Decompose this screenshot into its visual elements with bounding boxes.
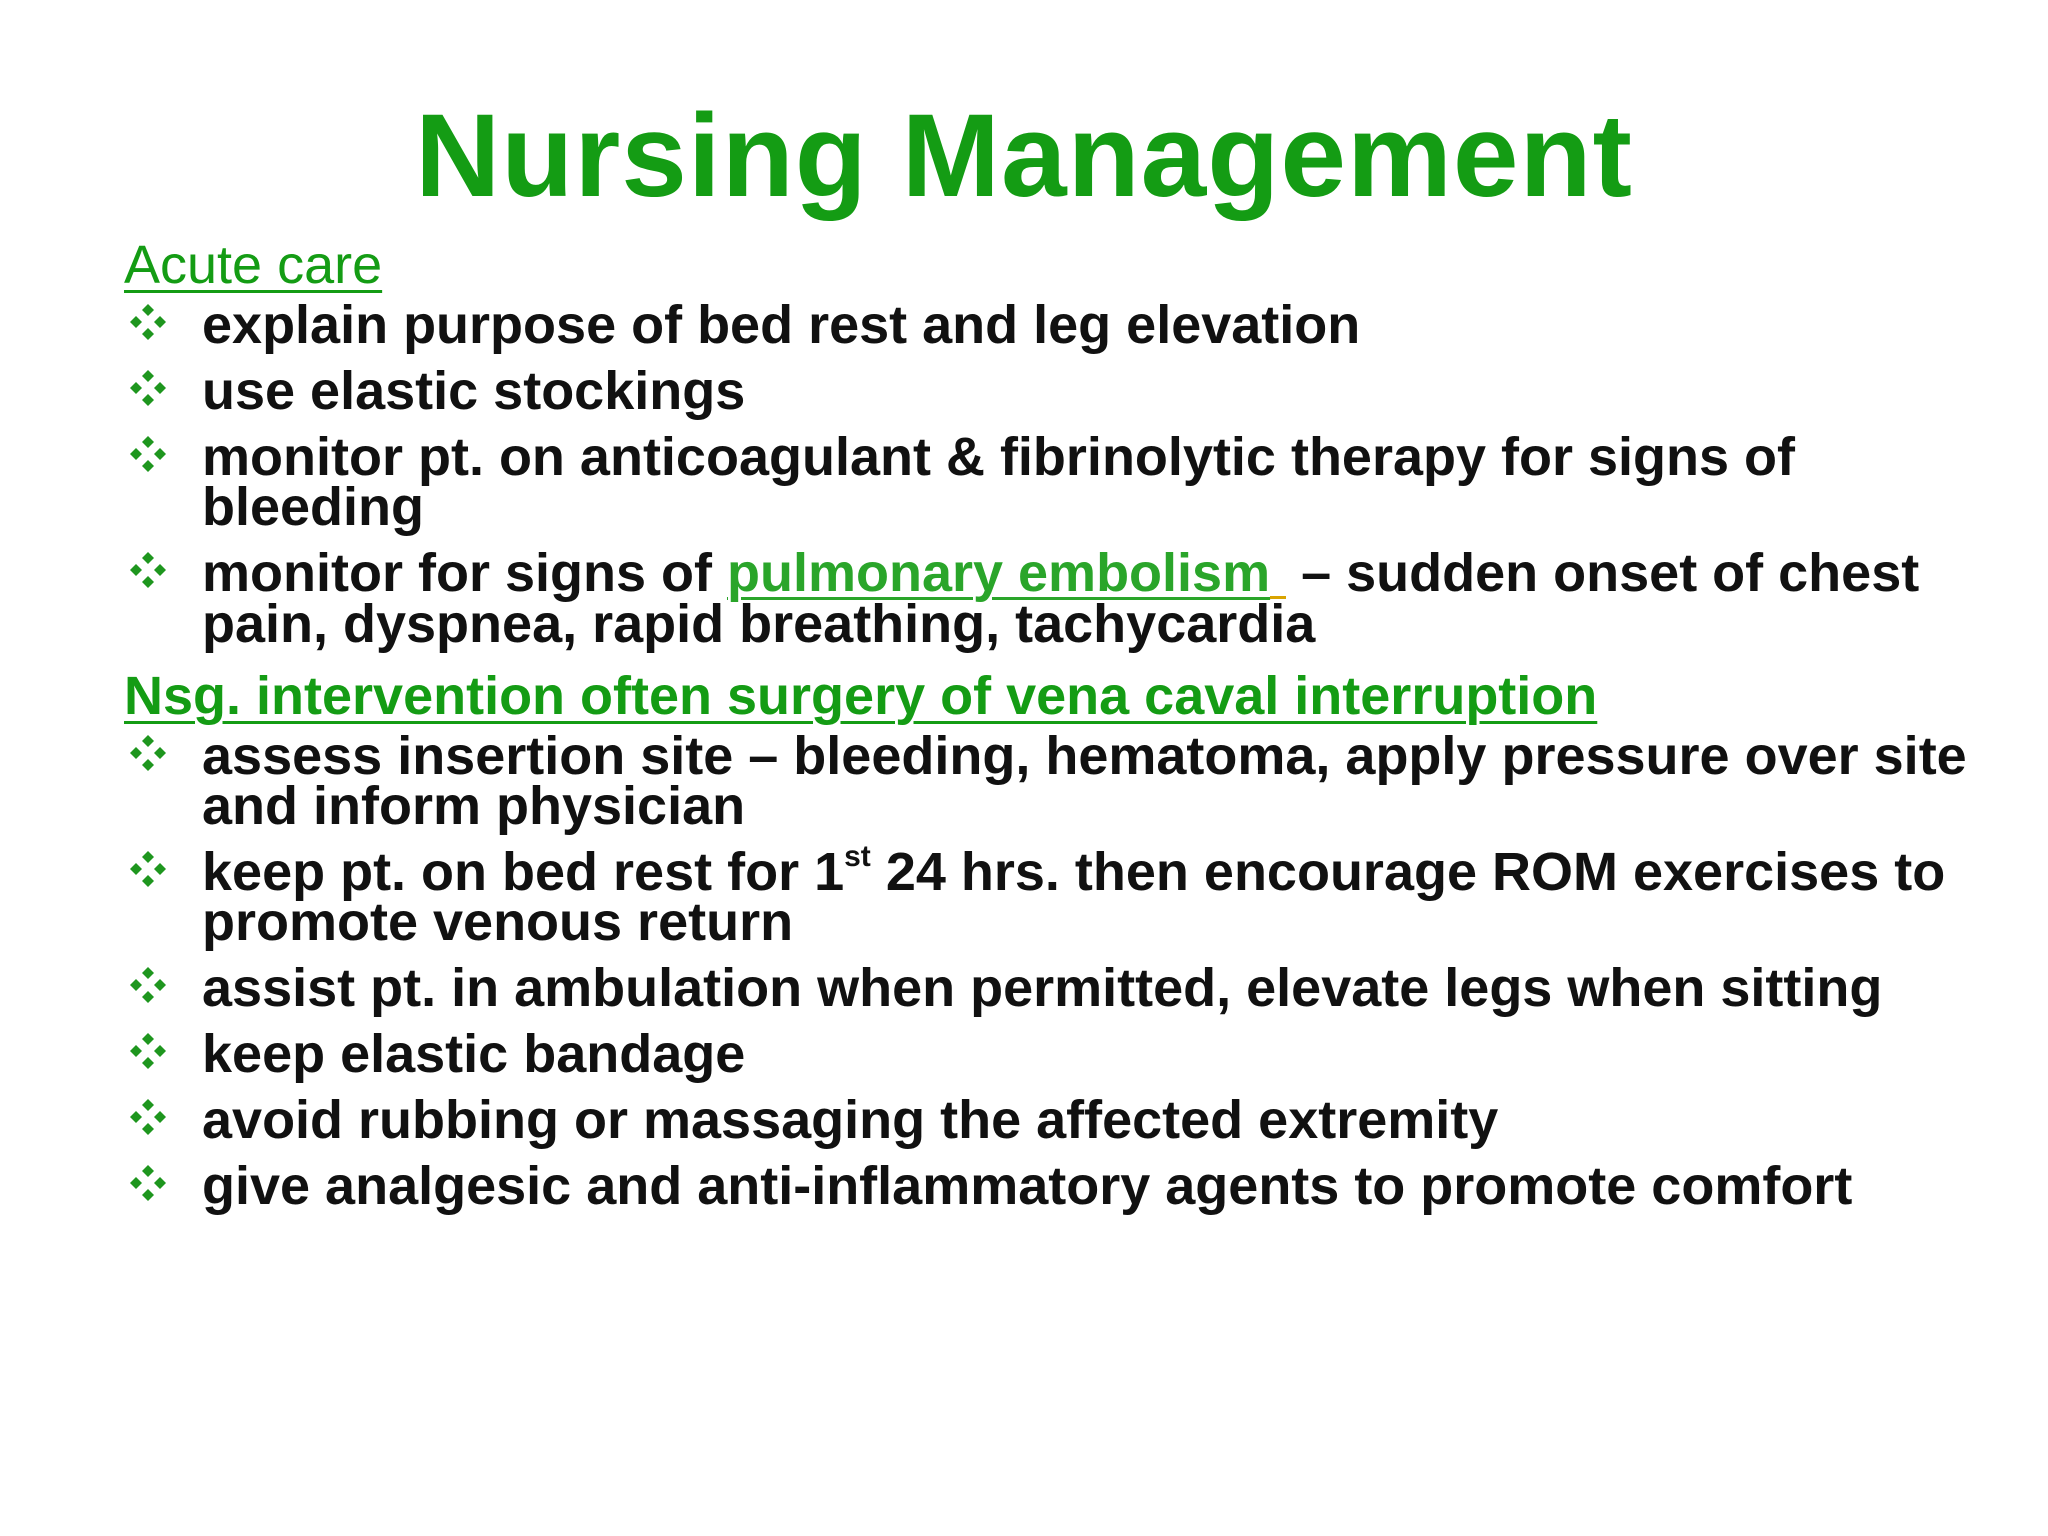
list-item-before: keep pt. on bed rest for 1 <box>202 842 845 902</box>
four-diamond-icon <box>128 1031 168 1071</box>
list-item-text: use elastic stockings <box>202 361 746 421</box>
four-diamond-icon <box>128 434 168 474</box>
pulmonary-embolism-link[interactable]: pulmonary embolism <box>726 543 1271 603</box>
four-diamond-icon <box>128 1163 168 1203</box>
list-item <box>124 1090 2024 1150</box>
four-diamond-icon <box>128 733 168 773</box>
list-item <box>124 427 2024 537</box>
four-diamond-icon <box>128 1097 168 1137</box>
acute-care-list <box>124 295 2024 654</box>
four-diamond-icon <box>128 965 168 1005</box>
list-item-after: 24 hrs. then encourage ROM exercises to promote venous return <box>202 842 1946 952</box>
list-item <box>124 361 2024 421</box>
four-diamond-icon <box>128 368 168 408</box>
list-item <box>124 1024 2024 1084</box>
slide-content <box>124 234 2024 1227</box>
section-heading-acute-care: Acute care <box>124 235 383 295</box>
four-diamond-icon <box>128 849 168 889</box>
list-item-text: explain purpose of bed rest and leg elevation <box>202 295 1361 355</box>
section-heading-intervention: Nsg. intervention often surgery of vena caval interruption <box>124 666 1598 726</box>
ordinal-superscript: st <box>844 840 871 873</box>
list-item-suffix: – sudden onset of chest pain, dyspnea, rapid breathing, tachycardia <box>202 543 1920 654</box>
list-item <box>124 726 2024 836</box>
four-diamond-icon <box>128 550 168 590</box>
list-item-text: monitor pt. on anticoagulant & fibrinolytic therapy for signs of bleeding <box>202 427 1796 537</box>
list-item-text: avoid rubbing or massaging the affected extremity <box>202 1090 1499 1150</box>
intervention-list <box>124 726 2024 1216</box>
slide-title: Nursing Management <box>415 90 1633 222</box>
list-item <box>124 958 2024 1018</box>
list-item-text: keep elastic bandage <box>202 1024 746 1084</box>
list-item-prefix: monitor for signs of <box>202 543 727 603</box>
list-item-text: assess insertion site – bleeding, hematoma, apply pressure over site and inform physician <box>202 726 1967 836</box>
list-item-text: assist pt. in ambulation when permitted, elevate legs when sitting <box>202 958 1883 1018</box>
list-item <box>124 840 2024 952</box>
list-item <box>124 295 2024 355</box>
list-item-text: give analgesic and anti-inflammatory agents to promote comfort <box>202 1156 1853 1216</box>
four-diamond-icon <box>128 302 168 342</box>
list-item <box>124 1156 2024 1216</box>
list-item <box>124 543 2024 654</box>
